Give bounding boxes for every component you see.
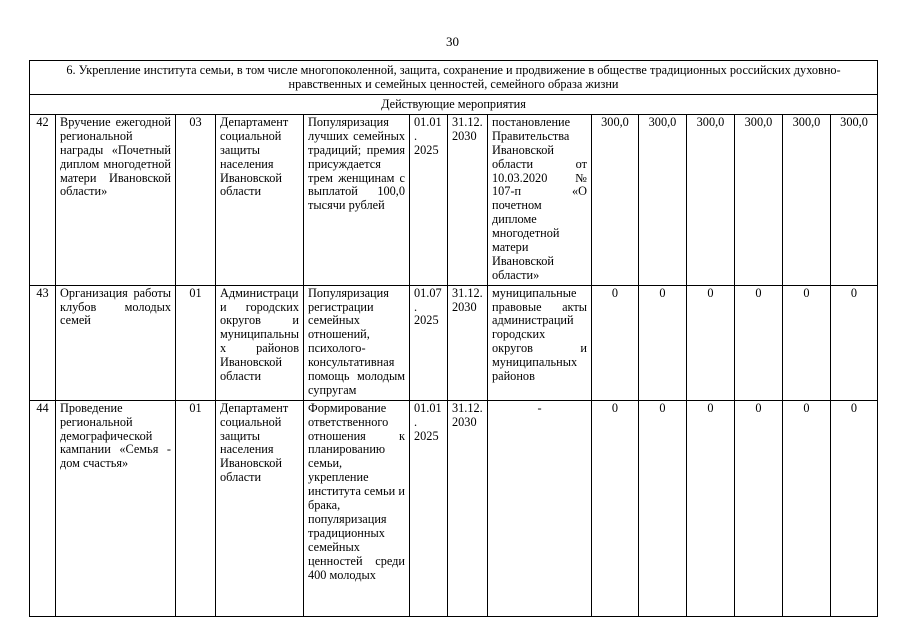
code-cell: 01 <box>176 285 216 400</box>
section-header-row <box>30 61 878 95</box>
legal-basis-cell: - <box>488 400 592 616</box>
legal-basis-cell: муниципальные правовые акты администраций городских округов и муниципальных районов <box>488 285 592 400</box>
legal-basis-cell: постановление Правительства Ивановской области от 10.03.2020 № 107-п «О почетном дипломе многодетной матери Ивановской области» <box>488 115 592 286</box>
page-number: 30 <box>446 34 459 49</box>
amount-cell: 0 <box>735 285 783 400</box>
description-cell: Популяризация лучших семейных традиций; премия присуждается трем женщинам с выплатой 100,0 тысячи рублей <box>304 115 410 286</box>
description-cell: Популяризация регистрации семейных отношений, психолого-консультативная помощь молодым супругам <box>304 285 410 400</box>
measure-name-cell: Проведение региональной демографической кампании «Семья - дом счастья» <box>56 400 176 616</box>
amount-cell: 0 <box>783 400 831 616</box>
end-date-cell: 31.12. 2030 <box>448 400 488 616</box>
row-number-cell: 44 <box>30 400 56 616</box>
amount-cell: 300,0 <box>831 115 878 286</box>
code-cell: 01 <box>176 400 216 616</box>
start-date-cell: 01.01. 2025 <box>410 115 448 286</box>
table-row <box>30 400 878 616</box>
executor-cell: Администрации городских округов и муниципальных районов Ивановской области <box>216 285 304 400</box>
row-number-cell: 42 <box>30 115 56 286</box>
executor-cell: Департамент социальной защиты населения Ивановской области <box>216 400 304 616</box>
amount-cell: 0 <box>783 285 831 400</box>
table-row <box>30 115 878 286</box>
amount-cell: 0 <box>687 400 735 616</box>
amount-cell: 300,0 <box>639 115 687 286</box>
executor-cell: Департамент социальной защиты населения Ивановской области <box>216 115 304 286</box>
amount-cell: 0 <box>687 285 735 400</box>
amount-cell: 300,0 <box>783 115 831 286</box>
code-cell: 03 <box>176 115 216 286</box>
amount-cell: 0 <box>831 285 878 400</box>
measure-name-cell: Вручение ежегодной региональной награды «Почетный диплом многодетной матери Ивановской области» <box>56 115 176 286</box>
active-measures-header: Действующие мероприятия <box>30 95 878 115</box>
description-cell: Формирование ответственного отношения к планированию семьи, укрепление института семьи и брака, популяризация традиционных семейных ценностей среди 400 молодых <box>304 400 410 616</box>
amount-cell: 0 <box>735 400 783 616</box>
amount-cell: 0 <box>592 400 639 616</box>
measures-table <box>29 60 878 617</box>
active-measures-header-row <box>30 95 878 115</box>
amount-cell: 0 <box>639 400 687 616</box>
section-header: 6. Укрепление института семьи, в том числе многопоколенной, защита, сохранение и продвижение в обществе традиционных российских духовно-нравственных и семейных ценностей, семейного образа жизни <box>30 61 878 95</box>
amount-cell: 300,0 <box>592 115 639 286</box>
measure-name-cell: Организация работы клубов молодых семей <box>56 285 176 400</box>
end-date-cell: 31.12. 2030 <box>448 285 488 400</box>
amount-cell: 0 <box>639 285 687 400</box>
start-date-cell: 01.07. 2025 <box>410 285 448 400</box>
table-row <box>30 285 878 400</box>
end-date-cell: 31.12. 2030 <box>448 115 488 286</box>
amount-cell: 0 <box>592 285 639 400</box>
amount-cell: 300,0 <box>735 115 783 286</box>
amount-cell: 0 <box>831 400 878 616</box>
start-date-cell: 01.01. 2025 <box>410 400 448 616</box>
row-number-cell: 43 <box>30 285 56 400</box>
amount-cell: 300,0 <box>687 115 735 286</box>
